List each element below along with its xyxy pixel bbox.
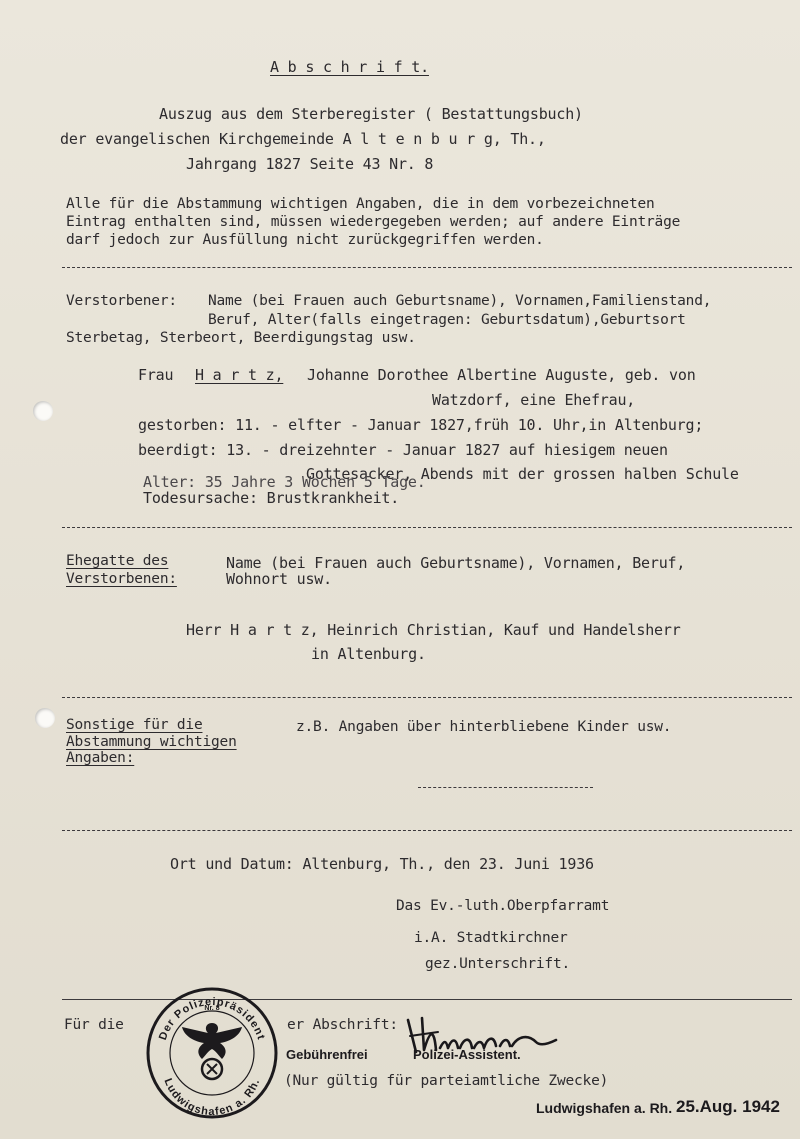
svg-text:Ludwigshafen a. Rh. bbox=[161, 1077, 262, 1118]
date-stamp-date: 25.Aug. 1942 bbox=[676, 1097, 780, 1116]
spouse-fields-2: Wohnort usw. bbox=[226, 570, 332, 588]
divider-4 bbox=[62, 830, 792, 831]
divider-3 bbox=[62, 697, 792, 698]
deceased-given-names: Johanne Dorothee Albertine Auguste, geb. von bbox=[307, 366, 696, 384]
eagle-icon bbox=[182, 1023, 242, 1079]
deceased-fields-2: Beruf, Alter(falls eingetragen: Geburtsdatum),Geburtsort bbox=[208, 312, 686, 328]
other-label-3: Angaben: bbox=[66, 750, 135, 766]
deceased-line-2: Watzdorf, eine Ehefrau, bbox=[432, 391, 636, 409]
header-line-2: der evangelischen Kirchgemeinde A l t e n b u r g, Th., bbox=[60, 130, 546, 148]
certification-suffix: er Abschrift: bbox=[287, 1017, 398, 1033]
divider-2 bbox=[62, 527, 792, 528]
other-blank-line bbox=[418, 787, 593, 788]
certification-prefix: Für die bbox=[64, 1017, 124, 1033]
divider-1 bbox=[62, 267, 792, 268]
spouse-label-2: Verstorbenen: bbox=[66, 571, 177, 587]
validity-note: (Nur gültig für parteiamtliche Zwecke) bbox=[284, 1073, 609, 1089]
seal-top-text: Der Polizeipräsident bbox=[156, 995, 268, 1042]
other-label-1: Sonstige für die bbox=[66, 717, 203, 733]
deceased-age: Alter: 35 Jahre 3 Wochen 5 Tage. bbox=[143, 473, 426, 491]
deceased-fields-1: Name (bei Frauen auch Geburtsname), Vornamen,Familienstand, bbox=[208, 293, 712, 309]
spouse-entry-2: in Altenburg. bbox=[311, 645, 426, 663]
instruction-line-2: Eintrag enthalten sind, müssen wiedergegeben werden; auf andere Einträge bbox=[66, 214, 681, 230]
deceased-surname: H a r t z, bbox=[195, 366, 284, 384]
instruction-line-1: Alle für die Abstammung wichtigen Angaben, die in dem vorbezeichneten bbox=[66, 196, 655, 212]
header-line-3: Jahrgang 1827 Seite 43 Nr. 8 bbox=[186, 155, 434, 173]
police-assistant-stamp: Polizei-Assistent. bbox=[413, 1047, 521, 1062]
signed-line: gez.Unterschrift. bbox=[425, 956, 571, 972]
deceased-buried: beerdigt: 13. - dreizehnter - Januar 1827 auf hiesigem neuen bbox=[138, 441, 668, 459]
fee-free-stamp: Gebührenfrei bbox=[286, 1047, 368, 1062]
deceased-buried-cont: Gottesacker, Abends mit der grossen halben Schule bbox=[306, 465, 739, 483]
seal-bottom-text: Ludwigshafen a. Rh. bbox=[161, 1076, 263, 1118]
instruction-line-3: darf jedoch zur Ausfüllung nicht zurückgegriffen werden. bbox=[66, 232, 544, 248]
other-fields: z.B. Angaben über hinterbliebene Kinder usw. bbox=[296, 719, 672, 735]
deceased-label: Verstorbener: bbox=[66, 293, 177, 309]
punch-hole-top bbox=[33, 401, 53, 421]
seal-mark: Nr. 8 bbox=[204, 1005, 220, 1012]
deceased-cause: Todesursache: Brustkrankheit. bbox=[143, 489, 400, 507]
deceased-title-word: Frau bbox=[138, 366, 174, 384]
official-seal bbox=[142, 983, 282, 1123]
office: Das Ev.-luth.Oberpfarramt bbox=[396, 898, 610, 914]
date-stamp-place: Ludwigshafen a. Rh. bbox=[536, 1100, 673, 1116]
document-title: A b s c h r i f t. bbox=[270, 58, 429, 76]
deceased-fields-3: Sterbetag, Sterbeort, Beerdigungstag usw. bbox=[66, 330, 416, 346]
place-date: Ort und Datum: Altenburg, Th., den 23. Juni 1936 bbox=[170, 855, 594, 873]
ia-line: i.A. Stadtkirchner bbox=[414, 930, 568, 946]
punch-hole-bottom bbox=[35, 708, 55, 728]
spouse-label-1: Ehegatte des bbox=[66, 553, 169, 569]
header-line-1: Auszug aus dem Sterberegister ( Bestattungsbuch) bbox=[159, 105, 583, 123]
deceased-died: gestorben: 11. - elfter - Januar 1827,früh 10. Uhr,in Altenburg; bbox=[138, 416, 704, 434]
other-label-2: Abstammung wichtigen bbox=[66, 734, 237, 750]
spouse-entry-1: Herr H a r t z, Heinrich Christian, Kauf und Handelsherr bbox=[186, 621, 681, 639]
spouse-fields-1: Name (bei Frauen auch Geburtsname), Vornamen, Beruf, bbox=[226, 554, 686, 572]
